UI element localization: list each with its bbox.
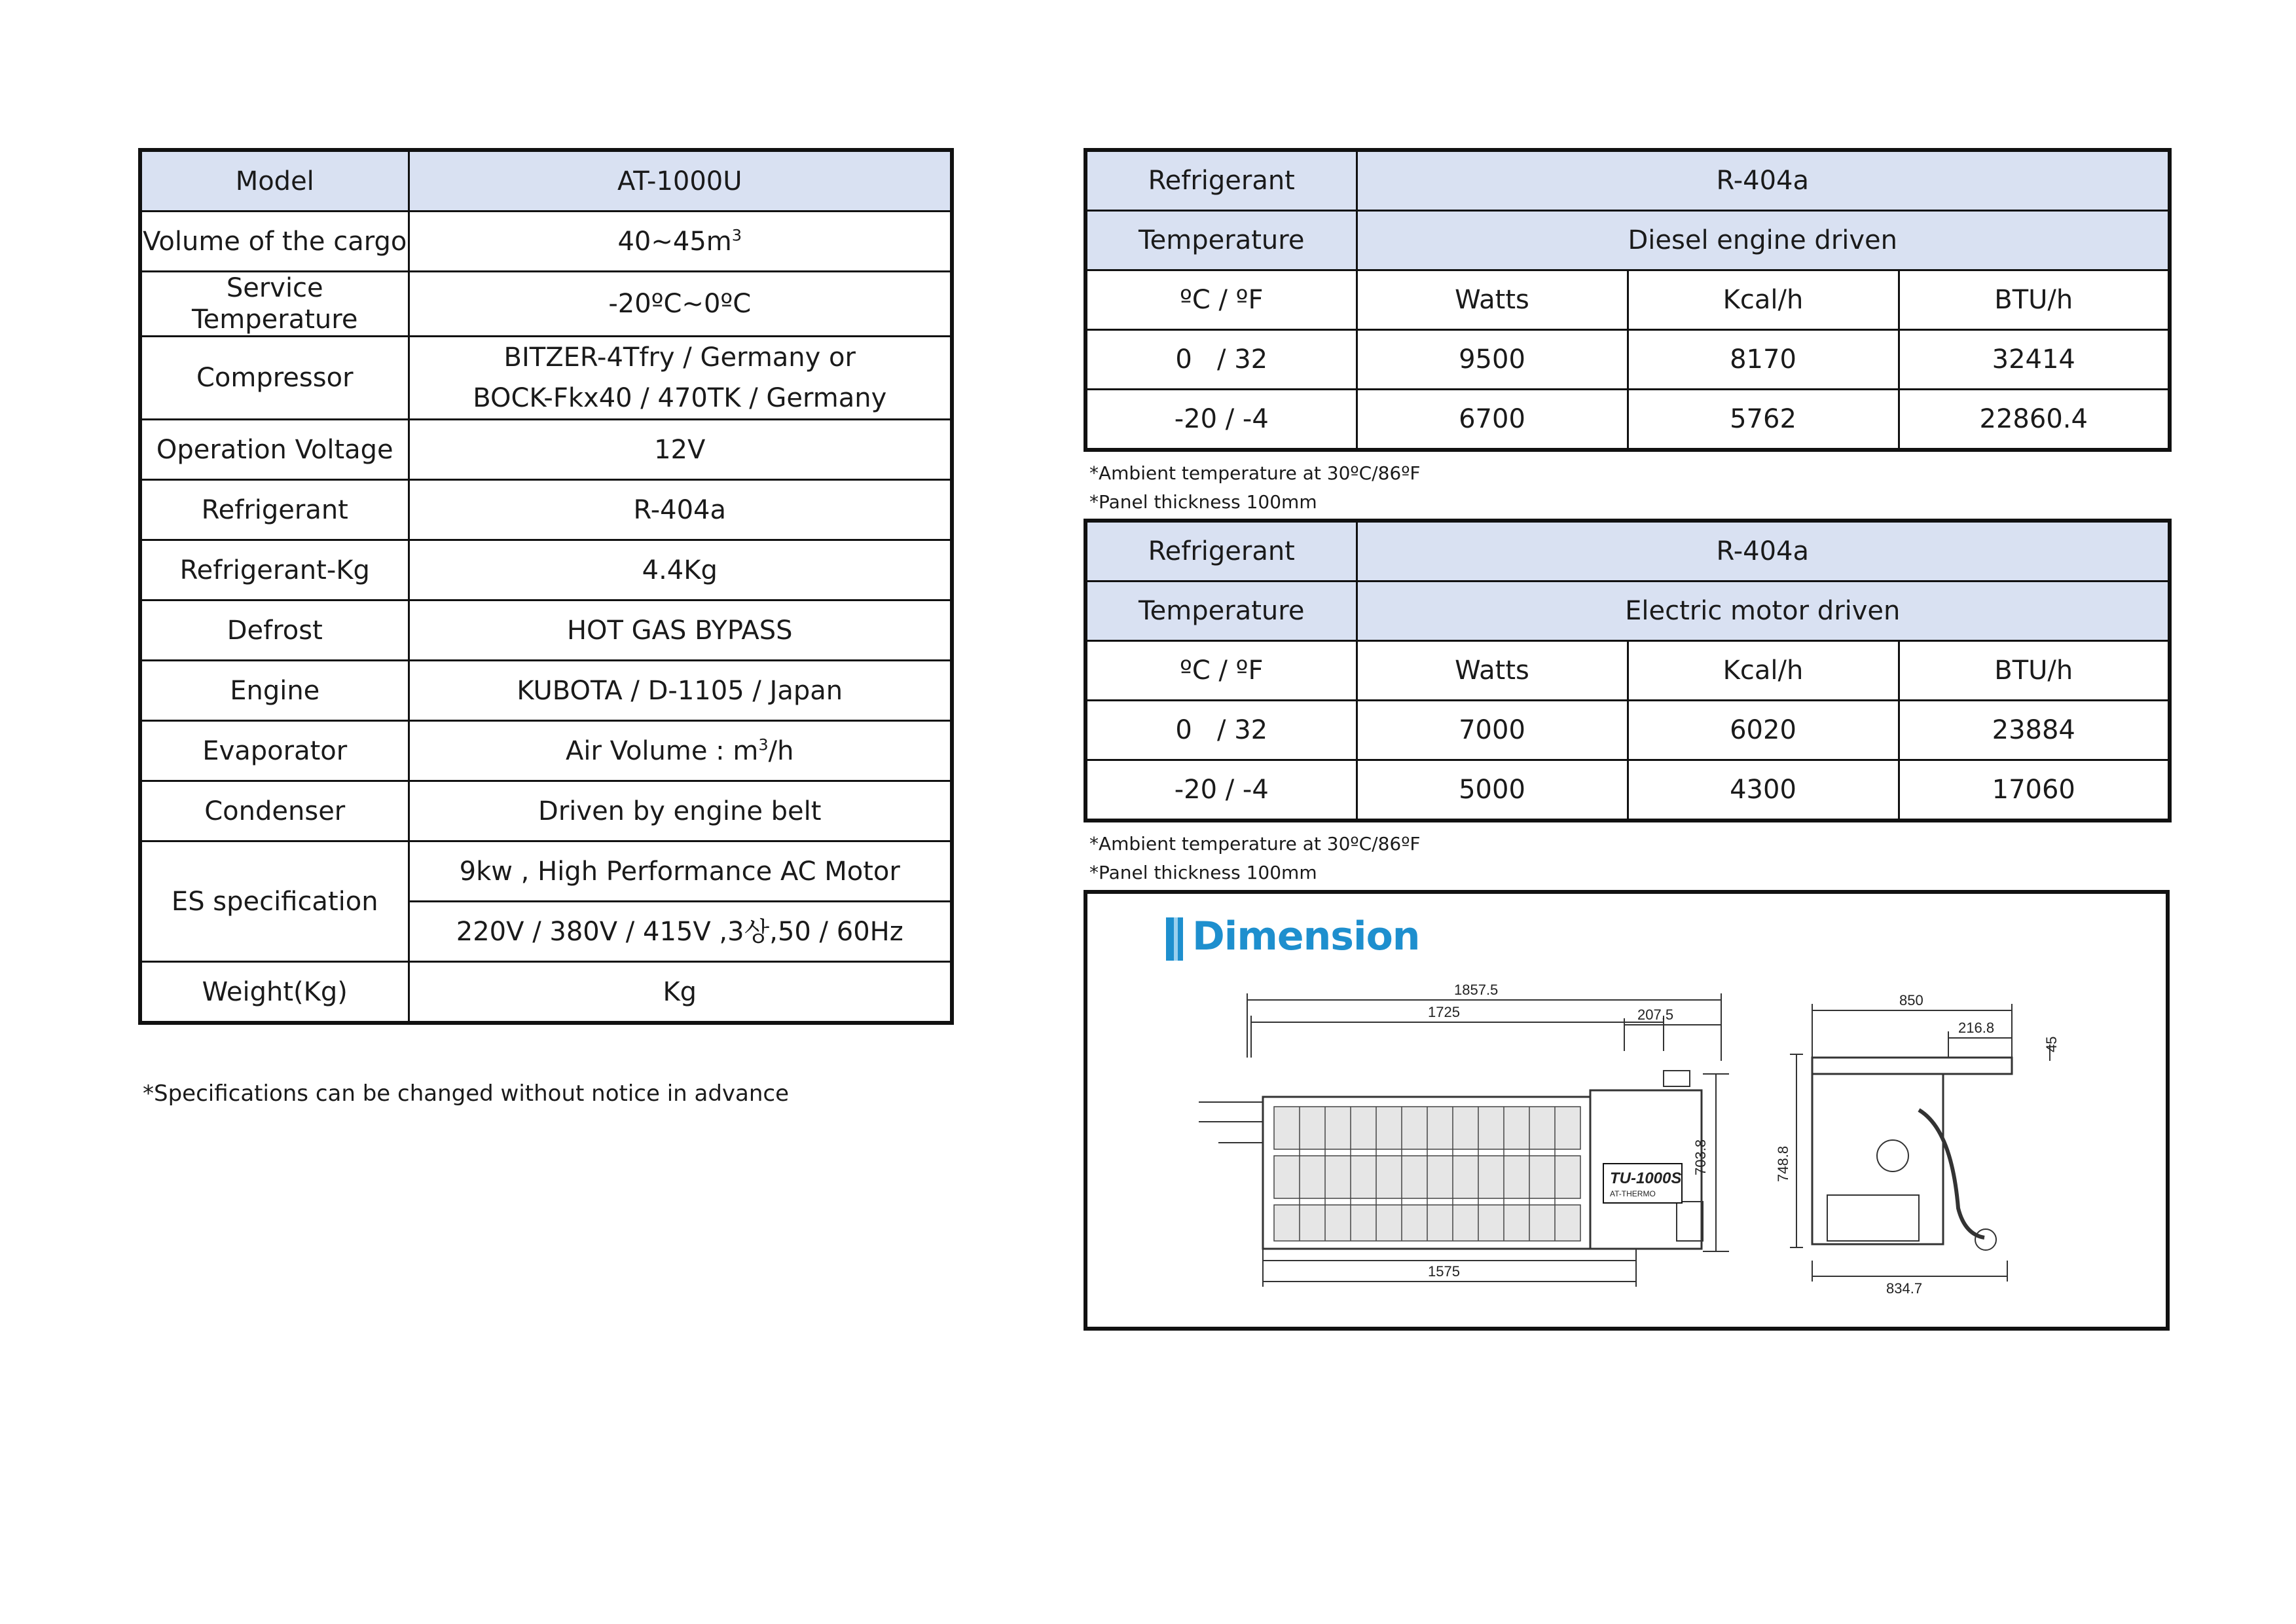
table-row	[1085, 760, 2170, 821]
perf1-col-watts: Watts	[1357, 270, 1628, 330]
voltage-label: Operation Voltage	[140, 420, 409, 480]
evaporator-sup: 3	[758, 735, 769, 754]
perf2-r2-btu: 17060	[1899, 760, 2170, 821]
perf2-header-row	[1085, 641, 2170, 701]
dim-side-offset: 216.8	[1958, 1020, 1995, 1036]
spec-row-evaporator	[140, 721, 952, 781]
dim-height: 703.8	[1692, 1139, 1709, 1175]
volume-value: 40~45m	[617, 226, 732, 257]
perf1-col-btu: BTU/h	[1899, 270, 2170, 330]
model-label: Model	[140, 150, 409, 212]
perf1-note1: *Ambient temperature at 30ºC/86ºF	[1089, 462, 1421, 484]
dimension-drawing	[1087, 894, 2166, 1327]
perf2-col-kcal: Kcal/h	[1628, 641, 1899, 701]
weight-label: Weight(Kg)	[140, 962, 409, 1024]
refrigerant-kg-label: Refrigerant-Kg	[140, 540, 409, 600]
weight-value: Kg	[409, 962, 952, 1024]
spec-row-voltage	[140, 420, 952, 480]
condenser-label: Condenser	[140, 781, 409, 841]
perf2-refrigerant-value: R-404a	[1357, 521, 2170, 581]
dim-side-top: 45	[2043, 1036, 2060, 1052]
engine-value: KUBOTA / D-1105 / Japan	[409, 661, 952, 721]
table-row	[1085, 390, 2170, 451]
perf2-note2: *Panel thickness 100mm	[1089, 862, 1317, 883]
spec-row-compressor	[140, 337, 952, 420]
spec-row-condenser	[140, 781, 952, 841]
es-label: ES specification	[140, 841, 409, 962]
perf1-refrigerant-value: R-404a	[1357, 150, 2170, 211]
perf1-row-temperature	[1085, 211, 2170, 270]
perf2-r1-temp: 0 / 32	[1085, 701, 1357, 760]
refrigerant-kg-value: 4.4Kg	[409, 540, 952, 600]
perf2-r2-watts: 5000	[1357, 760, 1628, 821]
perf1-refrigerant-label: Refrigerant	[1085, 150, 1357, 211]
perf1-r2-temp: -20 / -4	[1085, 390, 1357, 451]
dim-length: 1725	[1428, 1004, 1460, 1020]
spec-row-weight	[140, 962, 952, 1024]
dimension-title: Dimension	[1192, 913, 1420, 959]
es-value2: 220V / 380V / 415V ,3상,50 / 60Hz	[409, 902, 952, 962]
side-view	[1790, 1004, 2050, 1282]
perf1-r2-watts: 6700	[1357, 390, 1628, 451]
engine-label: Engine	[140, 661, 409, 721]
perf2-note1: *Ambient temperature at 30ºC/86ºF	[1089, 833, 1421, 855]
perf1-r2-btu: 22860.4	[1899, 390, 2170, 451]
volume-sup: 3	[731, 226, 742, 245]
dim-side-height: 748.8	[1775, 1145, 1791, 1182]
perf2-refrigerant-label: Refrigerant	[1085, 521, 1357, 581]
perf2-col-temp: ºC / ºF	[1085, 641, 1357, 701]
perf2-r2-kcal: 4300	[1628, 760, 1899, 821]
perf1-note2: *Panel thickness 100mm	[1089, 491, 1317, 513]
compressor-value	[409, 337, 952, 420]
defrost-value: HOT GAS BYPASS	[409, 600, 952, 661]
model-value: AT-1000U	[409, 150, 952, 212]
spec-row-engine	[140, 661, 952, 721]
evaporator-value-cell	[409, 721, 952, 781]
unit-model-label: TU-1000S	[1610, 1170, 1682, 1187]
perf2-drive: Electric motor driven	[1357, 581, 2170, 641]
spec-row-es1	[140, 841, 952, 902]
perf1-row-refrigerant	[1085, 150, 2170, 211]
table-row	[1085, 701, 2170, 760]
evaporator-suffix: /h	[768, 735, 794, 766]
service-temp-label: Service Temperature	[140, 272, 409, 337]
volume-label: Volume of the cargo	[140, 212, 409, 272]
table-row	[1085, 330, 2170, 390]
es-value1: 9kw , High Performance AC Motor	[409, 841, 952, 902]
perf1-r1-watts: 9500	[1357, 330, 1628, 390]
spec-row-defrost	[140, 600, 952, 661]
compressor-line1: BITZER-4Tfry / Germany or	[503, 342, 856, 373]
perf2-col-watts: Watts	[1357, 641, 1628, 701]
coil-grid	[1274, 1107, 1580, 1241]
evaporator-value: Air Volume : m	[566, 735, 759, 766]
compressor-line2: BOCK-Fkx40 / 470TK / Germany	[473, 383, 887, 413]
spec-table	[138, 148, 954, 1025]
dim-base: 1575	[1428, 1263, 1460, 1280]
spec-row-service-temp	[140, 272, 952, 337]
perf2-r1-watts: 7000	[1357, 701, 1628, 760]
perf1-temperature-label: Temperature	[1085, 211, 1357, 270]
compressor-label: Compressor	[140, 337, 409, 420]
dimension-panel	[1084, 890, 2170, 1331]
perf1-r1-temp: 0 / 32	[1085, 330, 1357, 390]
perf1-header-row	[1085, 270, 2170, 330]
refrigerant-label: Refrigerant	[140, 480, 409, 540]
perf2-r1-kcal: 6020	[1628, 701, 1899, 760]
spec-row-volume	[140, 212, 952, 272]
perf2-row-refrigerant	[1085, 521, 2170, 581]
spec-row-refrigerant-kg	[140, 540, 952, 600]
dim-side-width: 850	[1899, 992, 1923, 1008]
perf-table-diesel	[1084, 148, 2172, 452]
perf1-r2-kcal: 5762	[1628, 390, 1899, 451]
evaporator-label: Evaporator	[140, 721, 409, 781]
unit-brand-label: AT-THERMO	[1610, 1189, 1656, 1198]
perf2-r2-temp: -20 / -4	[1085, 760, 1357, 821]
service-temp-value: -20ºC~0ºC	[409, 272, 952, 337]
spec-note: *Specifications can be changed without notice in advance	[143, 1080, 790, 1107]
perf1-r1-btu: 32414	[1899, 330, 2170, 390]
perf1-drive: Diesel engine driven	[1357, 211, 2170, 270]
perf2-temperature-label: Temperature	[1085, 581, 1357, 641]
perf1-r1-kcal: 8170	[1628, 330, 1899, 390]
spec-row-model	[140, 150, 952, 212]
dim-overall-length: 1857.5	[1454, 982, 1499, 998]
spec-row-refrigerant	[140, 480, 952, 540]
dim-side-base: 834.7	[1886, 1280, 1923, 1297]
perf1-col-kcal: Kcal/h	[1628, 270, 1899, 330]
voltage-value: 12V	[409, 420, 952, 480]
perf2-r1-btu: 23884	[1899, 701, 2170, 760]
perf1-col-temp: ºC / ºF	[1085, 270, 1357, 330]
perf-table-electric	[1084, 519, 2172, 822]
perf2-col-btu: BTU/h	[1899, 641, 2170, 701]
defrost-label: Defrost	[140, 600, 409, 661]
volume-value-cell	[409, 212, 952, 272]
dim-offset: 207.5	[1637, 1006, 1674, 1023]
perf2-row-temperature	[1085, 581, 2170, 641]
condenser-value: Driven by engine belt	[409, 781, 952, 841]
refrigerant-value: R-404a	[409, 480, 952, 540]
